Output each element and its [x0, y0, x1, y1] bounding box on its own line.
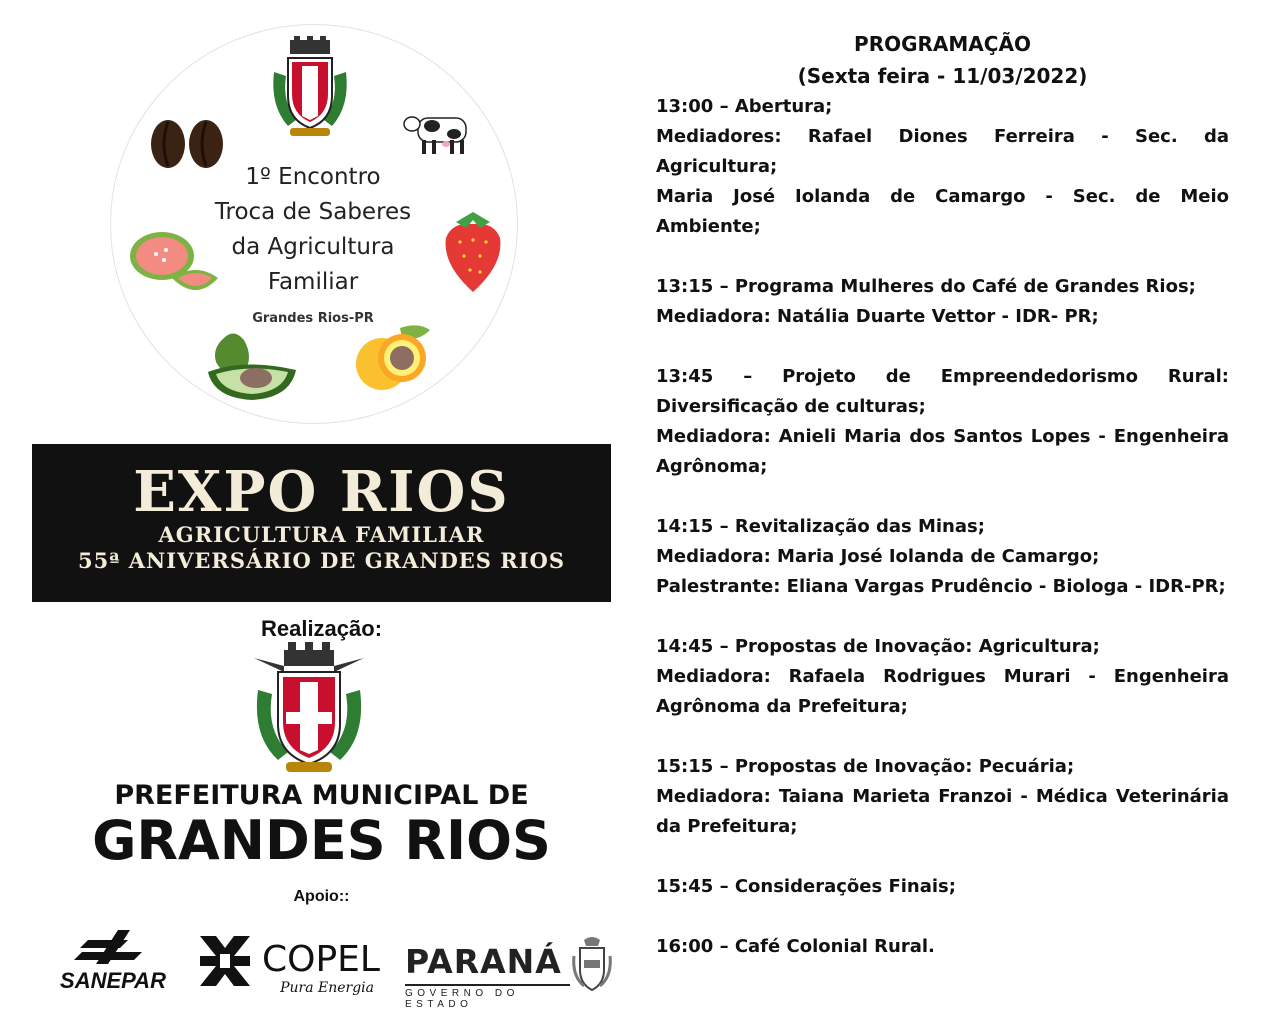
strawberry-icon [440, 208, 506, 294]
schedule-line: Maria José Iolanda de Camargo - Sec. de Meio Ambiente; [656, 186, 1229, 237]
copel-tagline: Pura Energia [280, 980, 374, 996]
cow-icon [402, 104, 480, 160]
prefeitura-line1: PREFEITURA MUNICIPAL DE [114, 780, 529, 811]
programacao-date: (Sexta feira - 11/03/2022) [797, 64, 1088, 88]
schedule-line: 14:45 – Propostas de Inovação: Agricultura; [656, 636, 1100, 657]
municipal-crest-icon [268, 36, 352, 140]
schedule-line: Mediadora: Rafaela Rodrigues Murari - Engenheira Agrônoma da Prefeitura; [656, 666, 1229, 717]
parana-crest-icon [572, 936, 612, 992]
event-name-line2: Troca de Saberes [214, 199, 412, 225]
expo-rios-banner [32, 444, 611, 602]
expo-subtitle-2: 55ª ANIVERSÁRIO DE GRANDES RIOS [78, 548, 565, 573]
apoio-label: Apoio:: [293, 888, 350, 905]
schedule-spacer [656, 842, 1229, 872]
schedule-line: Mediadora: Natália Duarte Vettor - IDR- PR; [656, 306, 1099, 327]
event-name [188, 160, 438, 328]
schedule-line: 13:45 – Projeto de Empreendedorismo Rural: Diversificação de culturas; [656, 366, 1229, 417]
schedule-list [656, 92, 1229, 962]
copel-logo-icon [198, 934, 252, 988]
schedule-line: Mediadora: Maria José Iolanda de Camargo; [656, 546, 1100, 567]
schedule-spacer [656, 602, 1229, 632]
programacao-header [656, 28, 1229, 92]
schedule-line: Mediadora: Anieli Maria dos Santos Lopes - Engenheira Agrônoma; [656, 426, 1229, 477]
realizacao-label: Realização: [260, 616, 383, 641]
schedule-line: 13:15 – Programa Mulheres do Café de Grandes Rios; [656, 276, 1196, 297]
prefeitura-line2: GRANDES RIOS [92, 809, 551, 872]
event-name-line4: Familiar [267, 269, 359, 295]
event-name-line3: da Agricultura [231, 234, 395, 260]
programacao-title: PROGRAMAÇÃO [854, 32, 1031, 56]
event-city: Grandes Rios-PR [252, 311, 374, 326]
schedule-spacer [656, 902, 1229, 932]
passion-fruit-icon [348, 322, 436, 392]
schedule-line: Mediadores: Rafael Diones Ferreira - Sec. da Agricultura; [656, 126, 1229, 177]
expo-subtitle-1: AGRICULTURA FAMILIAR [158, 522, 485, 547]
schedule-spacer [656, 482, 1229, 512]
schedule-line: 15:15 – Propostas de Inovação: Pecuária; [656, 756, 1075, 777]
schedule-line: 14:15 – Revitalização das Minas; [656, 516, 985, 537]
schedule-spacer [656, 722, 1229, 752]
copel-name: COPEL [262, 939, 380, 980]
schedule-line: 16:00 – Café Colonial Rural. [656, 936, 935, 957]
guava-icon [128, 228, 220, 300]
parana-name: PARANÁ [405, 942, 562, 981]
schedule-line: 13:00 – Abertura; [656, 96, 833, 117]
schedule-spacer [656, 332, 1229, 362]
schedule-line: Palestrante: Eliana Vargas Prudêncio - Biologa - IDR-PR; [656, 576, 1226, 597]
event-name-line1: 1º Encontro [245, 164, 381, 190]
sanepar-name: SANEPAR [60, 968, 166, 993]
parana-tagline: GOVERNO DO ESTADO [405, 984, 570, 1010]
schedule-line: Mediadora: Taiana Marieta Franzoi - Médica Veterinária da Prefeitura; [656, 786, 1229, 837]
avocado-icon [204, 328, 300, 402]
expo-title: EXPO RIOS [133, 459, 510, 525]
schedule-line: 15:45 – Considerações Finais; [656, 876, 956, 897]
prefeitura-crest-icon [250, 642, 368, 780]
schedule-spacer [656, 242, 1229, 272]
